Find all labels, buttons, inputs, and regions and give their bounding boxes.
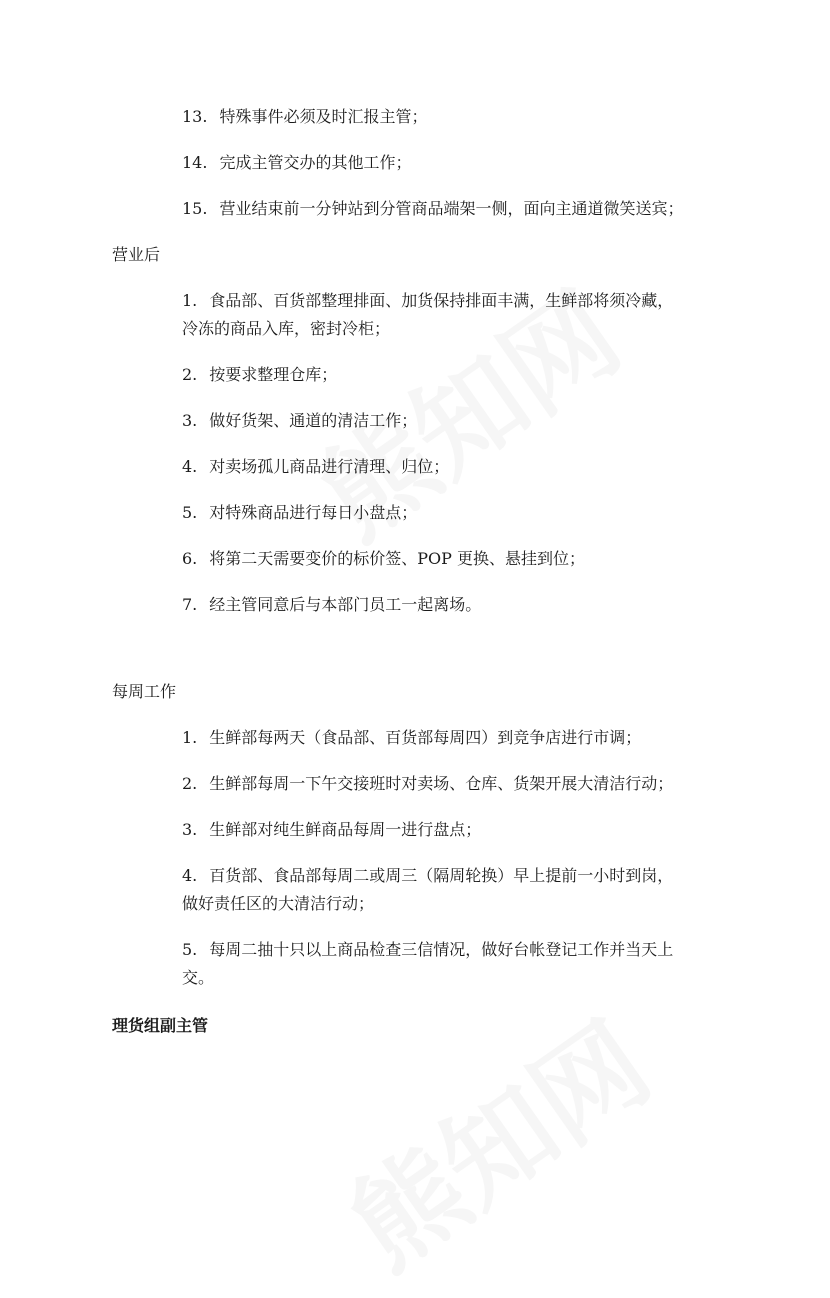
item-text: 经主管同意后与本部门员工一起离场。 <box>209 595 482 614</box>
item-number: 2. <box>182 774 198 793</box>
item-text: 每周二抽十只以上商品检查三信情况，做好台帐登记工作并当天上 <box>209 940 674 959</box>
item-text: 生鲜部对纯生鲜商品每周一进行盘点； <box>209 820 482 839</box>
watermark <box>315 980 676 1298</box>
list-item <box>182 363 337 387</box>
list-item <box>182 772 673 796</box>
list-item <box>182 289 673 313</box>
item-number: 4. <box>182 457 198 476</box>
item-text: 营业结束前一分钟站到分管商品端架一侧，面向主通道微笑送宾； <box>219 199 684 218</box>
item-number: 7. <box>182 595 198 614</box>
item-continuation: 做好责任区的大清洁行动； <box>182 894 375 913</box>
list-item <box>182 593 481 617</box>
item-number: 14. <box>182 153 208 172</box>
list-item <box>182 105 427 129</box>
item-text: 做好货架、通道的清洁工作； <box>209 411 418 430</box>
list-item <box>182 151 411 175</box>
section-title: 理货组副主管 <box>112 1016 209 1035</box>
item-text: 特殊事件必须及时汇报主管； <box>219 107 428 126</box>
list-item <box>182 818 481 842</box>
item-text: 生鲜部每两天（食品部、百货部每周四）到竞争店进行市调； <box>209 728 642 747</box>
item-number: 15. <box>182 199 208 218</box>
item-text: 食品部、百货部整理排面、加货保持排面丰满，生鲜部将须冷藏， <box>209 291 674 310</box>
list-item <box>182 409 417 433</box>
item-text: 生鲜部每周一下午交接班时对卖场、仓库、货架开展大清洁行动； <box>209 774 674 793</box>
section-heading: 营业后 <box>112 245 161 264</box>
item-number: 5. <box>182 503 198 522</box>
item-text: 对卖场孤儿商品进行清理、归位； <box>209 457 450 476</box>
section-heading: 每周工作 <box>112 682 177 701</box>
item-continuation: 交。 <box>182 968 215 987</box>
item-text: 百货部、食品部每周二或周三（隔周轮换）早上提前一小时到岗， <box>209 866 674 885</box>
list-item <box>182 726 641 750</box>
list-item <box>182 197 683 221</box>
list-item <box>182 864 673 888</box>
item-number: 2. <box>182 365 198 384</box>
item-number: 4. <box>182 866 198 885</box>
item-number: 6. <box>182 549 198 568</box>
item-text: 按要求整理仓库； <box>209 365 338 384</box>
item-continuation: 冷冻的商品入库，密封冷柜； <box>182 319 391 338</box>
item-text: 完成主管交办的其他工作； <box>219 153 412 172</box>
list-item <box>182 547 585 571</box>
item-text: 对特殊商品进行每日小盘点； <box>209 503 418 522</box>
list-item <box>182 455 449 479</box>
list-item <box>182 501 417 525</box>
item-number: 3. <box>182 820 198 839</box>
item-number: 5. <box>182 940 198 959</box>
item-number: 1. <box>182 291 198 310</box>
item-number: 13. <box>182 107 208 126</box>
item-number: 1. <box>182 728 198 747</box>
list-item <box>182 938 673 962</box>
item-number: 3. <box>182 411 198 430</box>
item-text: 将第二天需要变价的标价签、POP 更换、悬挂到位； <box>209 549 586 568</box>
